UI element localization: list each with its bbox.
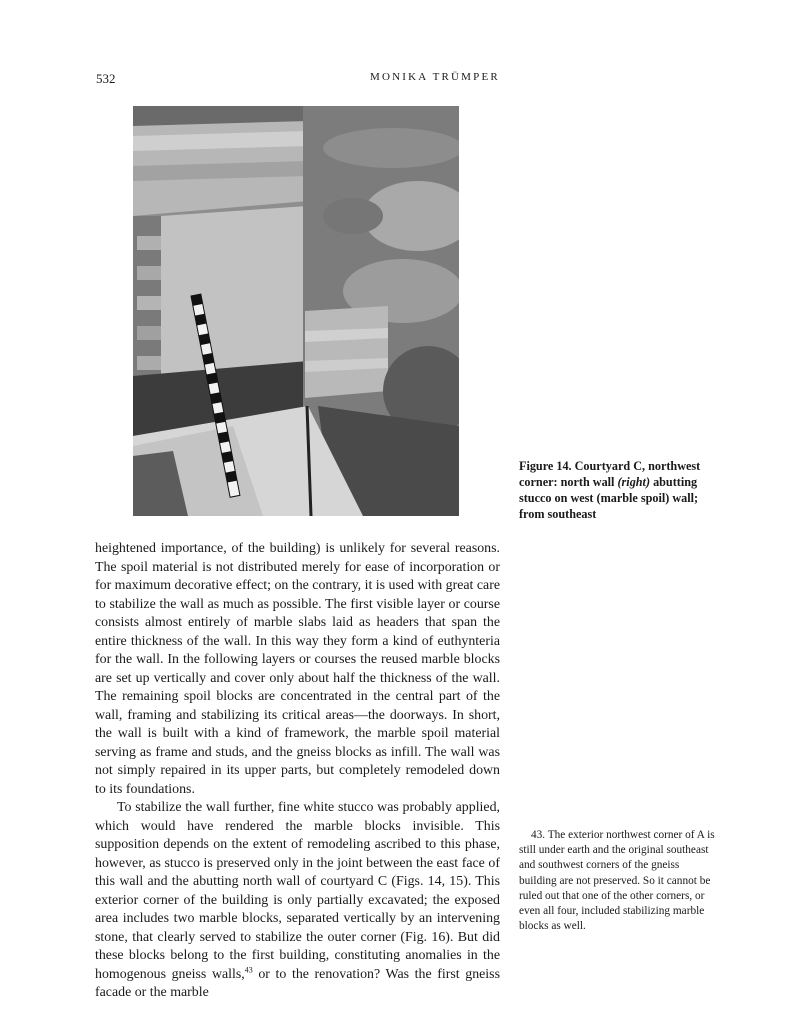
figure-caption xyxy=(519,458,719,522)
footnote-reference: 43 xyxy=(244,964,253,974)
caption-italic: (right) xyxy=(617,475,651,489)
figure-photo xyxy=(133,106,459,516)
paragraph-text-end: or to the renovation? Was the first gneiss facade or the marble xyxy=(95,966,500,1000)
caption-text-end: abutting stucco on west (marble spoil) wall; from southeast xyxy=(519,475,699,521)
paragraph xyxy=(95,799,500,1003)
running-head: MONIKA TRÜMPER xyxy=(370,71,500,83)
page-number: 532 xyxy=(96,71,116,86)
paragraph: heightened importance, of the building) is unlikely for several reasons. The spoil material is not distributed merely for ease of incorporation or for maximum decorative effect; on the contrary, it is used with great care to stabilize the wall as much as possible. The first visible layer or course consists almost entirely of marble slabs laid as headers that span the entire thickness of the wall. In this way they form a kind of euthynteria for the wall. In the following layers or courses the reused marble blocks are set up vertically and cover only about half the thickness of the wall. The remaining spoil blocks are concentrated in the central part of the wall, framing and stabilizing its critical areas—the doorways. In short, the wall is built with a kind of framework, the marble spoil material serving as frame and studs, and the gneiss blocks as infill. The wall was not simply repaired in its upper parts, but completely remodeled down to its foundations. xyxy=(95,541,500,797)
paragraph-text: To stabilize the wall further, fine white stucco was probably applied, which would have rendered the marble blocks invisible. This supposition depends on the extent of remodeling ascribed to this phase, however, as stucco is preserved only in the joint between the east face of this wall and the abutting north wall of courtyard C (Figs. 14, 15). This exterior corner of the building is only partially excavated; the exposed area includes two marble blocks, separated vertically by an intervening stone, that clearly served to stabilize the outer corner (Fig. 16). But did these blocks belong to the first building, constituting anomalies in the homogenous gneiss walls, xyxy=(95,800,500,982)
footnote-text: 43. The exterior northwest corner of A is still under earth and the original southeast and southwest corners of the gneiss building are not preserved. So it cannot be ruled out that one of the other corners, or even all four, included stabilizing marble blocks as well. xyxy=(519,829,715,933)
body-text xyxy=(95,540,500,1003)
footnote xyxy=(519,828,719,934)
caption-text: Figure 14. Courtyard C, northwest corner: north wall xyxy=(519,459,701,489)
